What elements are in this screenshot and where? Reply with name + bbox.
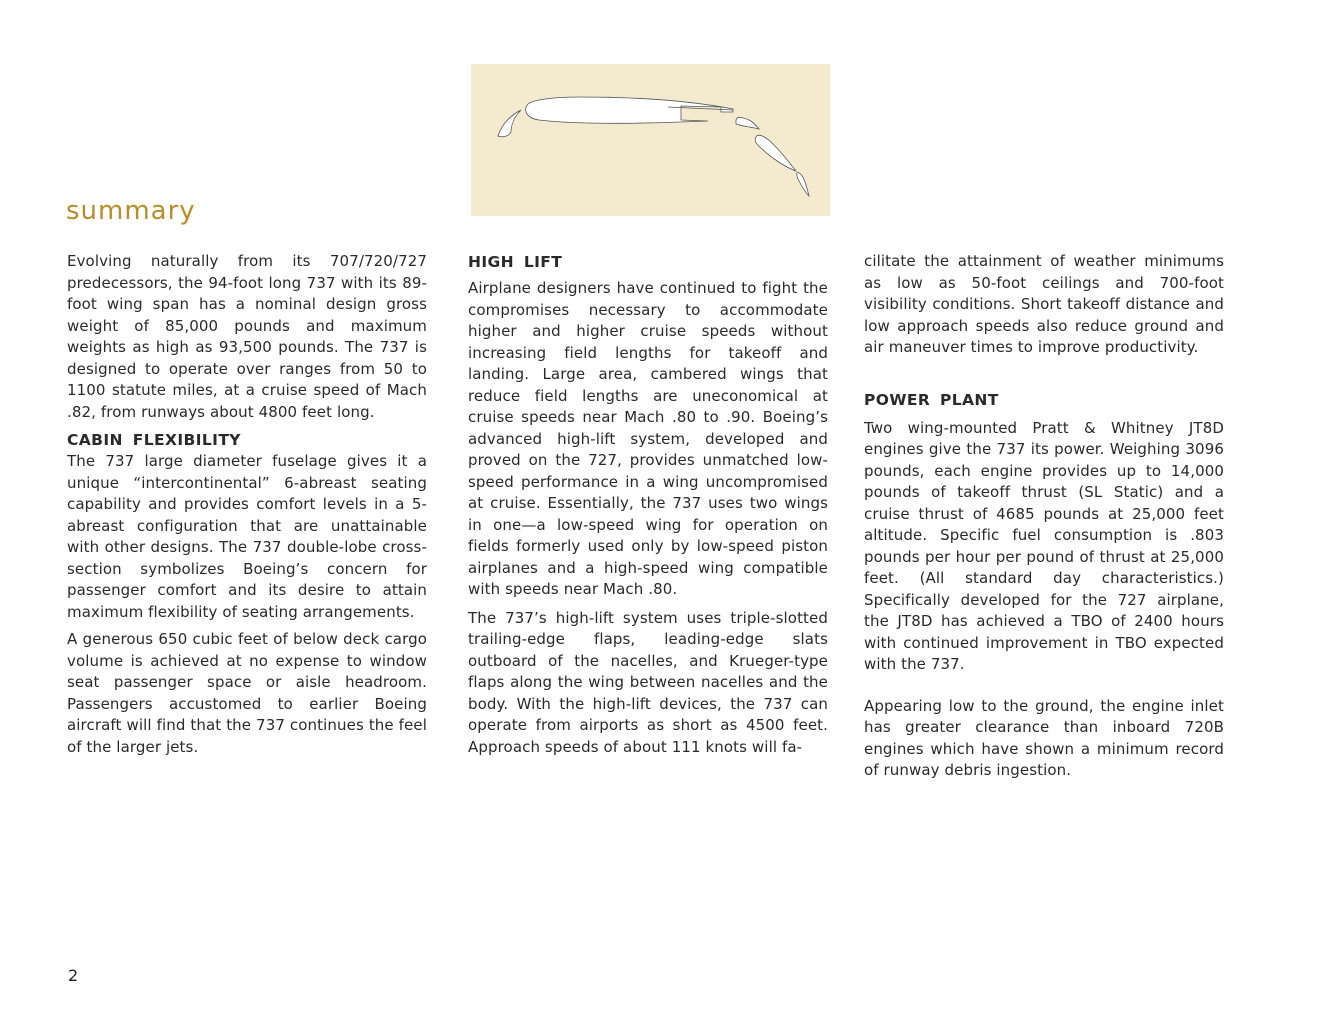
section-heading-high-lift: HIGH LIFT — [468, 253, 563, 271]
column-1 — [67, 251, 427, 758]
airfoil-diagram-icon — [471, 64, 830, 216]
high-lift-continued-paragraph: cilitate the attainment of weather minimums as low as 50-foot ceilings and 700-foot visibility conditions. Short takeoff distance and low approach speeds also reduce ground and air maneuver times to improve productivity. — [864, 252, 1224, 356]
power-plant-paragraph-2: Appearing low to the ground, the engine inlet has greater clearance than inboard 720B engines which have shown a minimum record of runway debris ingestion. — [864, 696, 1224, 779]
section-heading-power-plant: POWER PLANT — [864, 390, 999, 409]
high-lift-paragraph-2: The 737’s high-lift system uses triple-slotted trailing-edge flaps, leading-edge slats outboard of the nacelles, and Krueger-type flaps along the wing between nacelles and the body. With the high-lift devices, the 737 can operate from airports as short as 4500 feet. Approach speeds of about 111 knots will fa- — [468, 608, 828, 756]
cabin-paragraph-1: The 737 large diameter fuselage gives it a unique “intercontinental” 6-abreast seating capability and provides comfort levels in a 5-abreast configuration that are unattainable with other designs. The 737 double-lobe cross-section symbolizes Boeing’s concern for passenger comfort and its desire to attain maximum flexibility of seating arrangements. — [67, 452, 427, 621]
wing-airfoil-figure — [471, 64, 830, 216]
section-heading-cabin-flexibility: CABIN FLEXIBILITY — [67, 431, 241, 449]
page-title: summary — [66, 196, 196, 226]
cabin-paragraph-2: A generous 650 cubic feet of below deck cargo volume is achieved at no expense to window seat passenger space or aisle headroom. Passengers accustomed to earlier Boeing aircraft will find that the 737 continues the feel of the larger jets. — [67, 630, 427, 756]
power-plant-paragraph-1: Two wing-mounted Pratt & Whitney JT8D engines give the 737 its power. Weighing 3096 pounds, each engine provides up to 14,000 pounds of takeoff thrust (SL Static) and a cruise thrust of 4685 pounds at 25,000 feet altitude. Specific fuel consumption is .803 pounds per hour per pound of thrust at 25,000 feet. (All standard day characteristics.) Specifically developed for the 727 airplane, the JT8D has achieved a TBO of 2400 hours with continued improvement in TBO expected with the 737. — [864, 418, 1224, 673]
column-3 — [864, 251, 1224, 782]
high-lift-paragraph-1: Airplane designers have continued to fight the compromises necessary to accommodate higher and higher cruise speeds without increasing field lengths for takeoff and landing. Large area, cambered wings that reduce field lengths are uneconomical at cruise speeds near Mach .80 to .90. Boeing’s advanced high-lift system, developed and proved on the 727, provides unmatched low-speed performance in a wing uncompromised at cruise. Essentially, the 737 uses two wings in one—a low-speed wing for operation on fields formerly used only by low-speed piston airplanes and a high-speed wing compatible with speeds near Mach .80. — [468, 279, 828, 598]
page-number: 2 — [68, 966, 79, 985]
intro-paragraph: Evolving naturally from its 707/720/727 predecessors, the 94-foot long 737 with its 89-foot wing span has a nominal design gross weight of 85,000 pounds and maximum weights as high as 93,500 pounds. The 737 is designed to operate over ranges from 50 to 1100 statute miles, at a cruise speed of Mach .82, from runways about 4800 feet long. — [67, 252, 427, 421]
column-2 — [468, 251, 828, 758]
